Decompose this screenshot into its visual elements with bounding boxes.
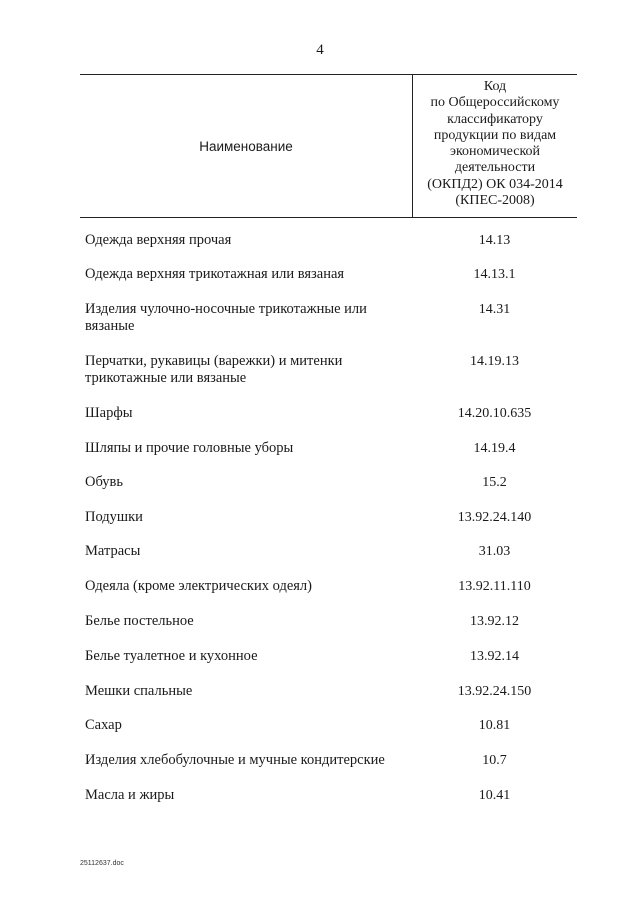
row-code: 13.92.12 — [470, 614, 519, 629]
header-name-cell: Наименование — [199, 138, 293, 154]
row-name: Матрасы — [85, 543, 141, 559]
row-name: Белье туалетное и кухонное — [85, 648, 258, 664]
row-code: 10.7 — [482, 753, 507, 768]
row-name: Обувь — [85, 474, 124, 490]
page-number: 4 — [316, 42, 324, 58]
header-code-line: экономической — [449, 144, 541, 160]
table-row — [80, 787, 577, 804]
header-code-line: классификатору — [447, 111, 543, 127]
table-row — [80, 509, 577, 526]
row-name: Одеяла (кроме электрических одеял) — [85, 578, 312, 594]
row-code: 13.92.24.140 — [457, 510, 532, 525]
header-code-line: (КПЕС-2008) — [455, 193, 535, 209]
row-name: Белье постельное — [85, 613, 194, 629]
table-row — [80, 683, 577, 700]
file-name-footer: 25112637.doc — [80, 860, 124, 867]
row-code: 10.41 — [478, 788, 511, 803]
row-code: 14.19.13 — [470, 354, 519, 369]
header-code-line: по Общероссийскому — [430, 95, 560, 111]
classification-table — [80, 74, 577, 803]
row-code: 13.92.14 — [470, 649, 519, 664]
row-name: Сахар — [85, 717, 122, 733]
row-code: 31.03 — [478, 544, 511, 559]
row-name: Шляпы и прочие головные уборы — [85, 440, 294, 456]
row-name: Подушки — [85, 509, 143, 525]
table-row — [80, 266, 577, 283]
row-code: 15.2 — [482, 475, 507, 490]
row-code: 14.13.1 — [473, 267, 516, 282]
row-code: 13.92.24.150 — [457, 684, 532, 699]
table-row — [80, 232, 577, 249]
header-code-cell — [412, 75, 577, 217]
table-row — [80, 353, 577, 387]
row-name: Одежда верхняя трикотажная или вязаная — [85, 266, 345, 282]
header-code-line: (ОКПД2) ОК 034-2014 — [427, 176, 563, 192]
table-header — [80, 74, 577, 218]
row-code: 14.20.10.635 — [457, 406, 532, 421]
table-row — [80, 613, 577, 630]
table-row — [80, 474, 577, 491]
row-name: Мешки спальные — [85, 683, 193, 699]
table-row — [80, 717, 577, 734]
row-name: Масла и жиры — [85, 787, 175, 803]
row-code: 14.19.4 — [473, 441, 516, 456]
row-name: Шарфы — [85, 405, 133, 421]
row-code: 13.92.11.110 — [458, 579, 531, 594]
row-name: Изделия хлебобулочные и мучные кондитерские — [85, 752, 385, 768]
row-name: Изделия чулочно-носочные трикотажные или вязаные — [85, 301, 367, 334]
table-row — [80, 578, 577, 595]
table-row — [80, 648, 577, 665]
row-name: Одежда верхняя прочая — [85, 232, 232, 248]
header-code-line: продукции по видам — [433, 127, 557, 143]
header-code-line: деятельности — [454, 160, 536, 176]
row-name: Перчатки, рукавицы (варежки) и митенки трикотажные или вязаные — [85, 353, 343, 386]
row-code: 10.81 — [478, 718, 511, 733]
table-row — [80, 301, 577, 335]
row-code: 14.31 — [478, 302, 511, 317]
table-row — [80, 752, 577, 769]
table-row — [80, 543, 577, 560]
row-code: 14.13 — [478, 233, 511, 248]
header-code-line: Код — [483, 79, 507, 94]
table-row — [80, 405, 577, 422]
table-row — [80, 440, 577, 457]
